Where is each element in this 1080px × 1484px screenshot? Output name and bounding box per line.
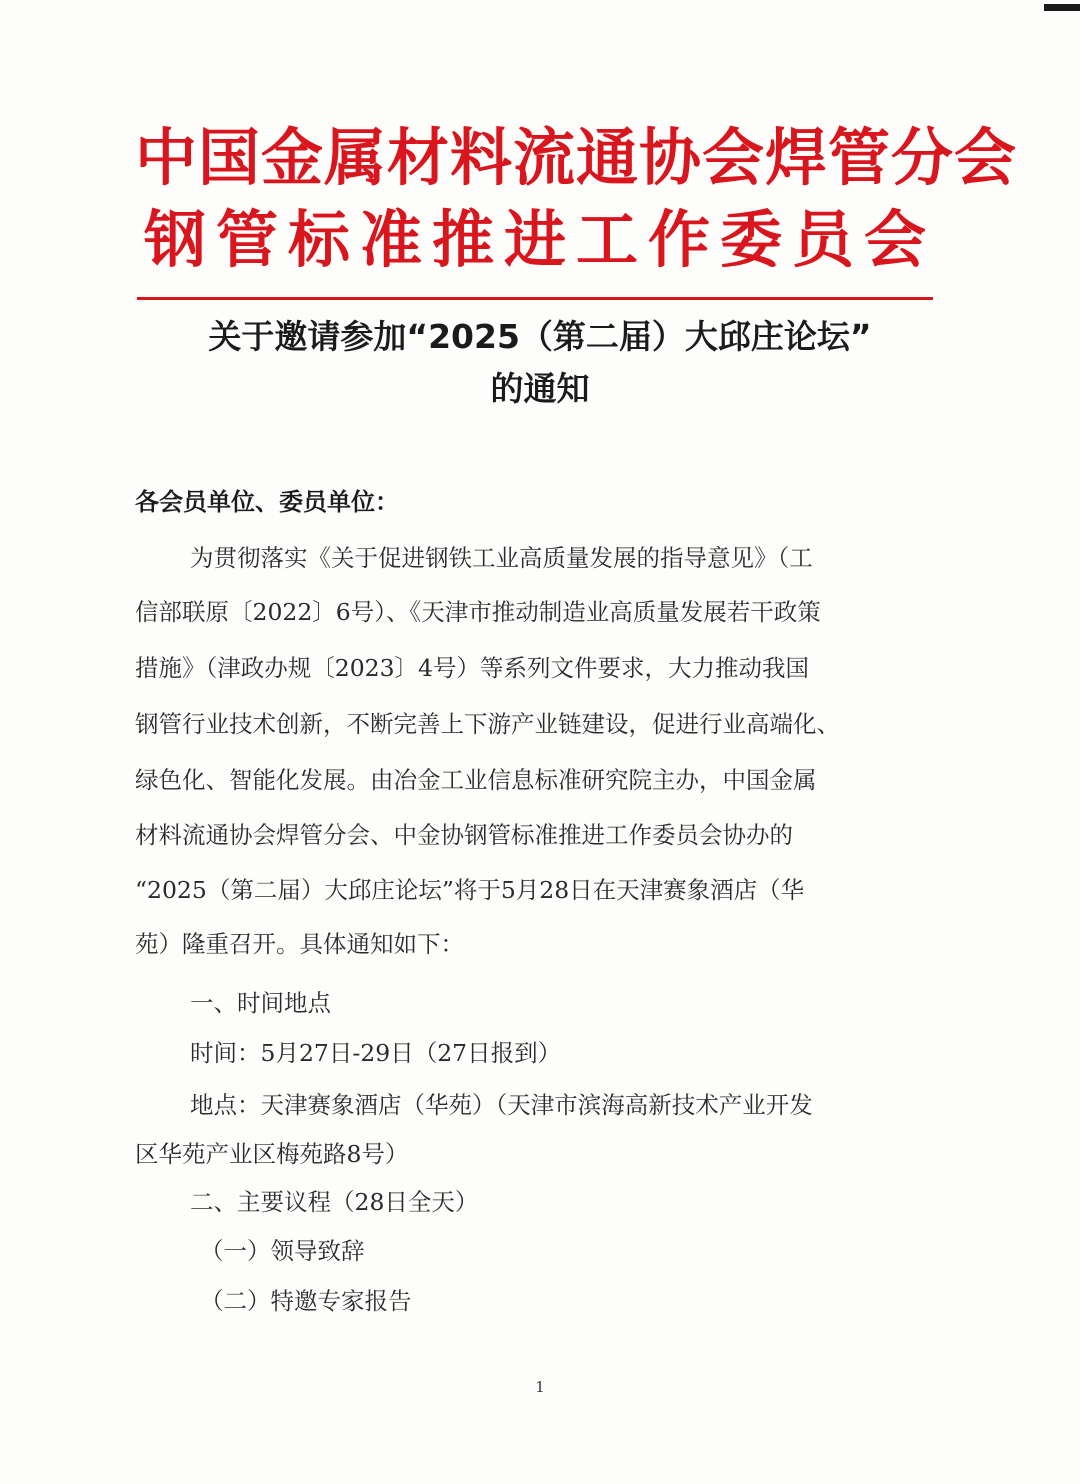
scan-edge-mark — [1044, 4, 1080, 11]
notice-title-line-2: 的通知 — [490, 369, 590, 408]
page-number: 1 — [535, 1378, 545, 1396]
event-time: 时间：5月27日-29日（27日报到） — [190, 1039, 562, 1067]
section-heading-time-place: 一、时间地点 — [190, 989, 331, 1017]
agenda-item: （二）特邀专家报告 — [200, 1287, 412, 1315]
header-org-line-1: 中国金属材料流通协会焊管分会 — [135, 121, 1018, 194]
body-paragraph-line: 苑）隆重召开。具体通知如下： — [135, 930, 464, 958]
notice-title-line-1: 关于邀请参加“2025（第二届）大邱庄论坛” — [208, 317, 872, 356]
body-paragraph-line: “2025（第二届）大邱庄论坛”将于5月28日在天津赛象酒店（华 — [135, 876, 805, 904]
section-heading-agenda: 二、主要议程（28日全天） — [190, 1188, 479, 1216]
agenda-item: （一）领导致辞 — [200, 1237, 365, 1265]
header-divider — [137, 297, 933, 300]
body-paragraph-line: 钢管行业技术创新，不断完善上下游产业链建设，促进行业高端化、 — [135, 710, 840, 738]
body-paragraph-line: 材料流通协会焊管分会、中金协钢管标准推进工作委员会协办的 — [135, 821, 793, 849]
event-place-line-2: 区华苑产业区梅苑路8号） — [135, 1140, 409, 1168]
event-place-line-1: 地点：天津赛象酒店（华苑）（天津市滨海高新技术产业开发 — [190, 1091, 813, 1119]
body-paragraph-line: 绿色化、智能化发展。由冶金工业信息标准研究院主办，中国金属 — [135, 766, 817, 794]
header-org-line-2: 钢管标准推进工作委员会 — [143, 203, 936, 276]
body-paragraph-line: 措施》（津政办规〔2023〕4号）等系列文件要求，大力推动我国 — [135, 654, 810, 682]
body-paragraph-line: 信部联原〔2022〕6号）、《天津市推动制造业高质量发展若干政策 — [135, 598, 821, 626]
salutation: 各会员单位、委员单位： — [135, 488, 399, 516]
body-paragraph-line: 为贯彻落实《关于促进钢铁工业高质量发展的指导意见》（工 — [190, 544, 813, 572]
